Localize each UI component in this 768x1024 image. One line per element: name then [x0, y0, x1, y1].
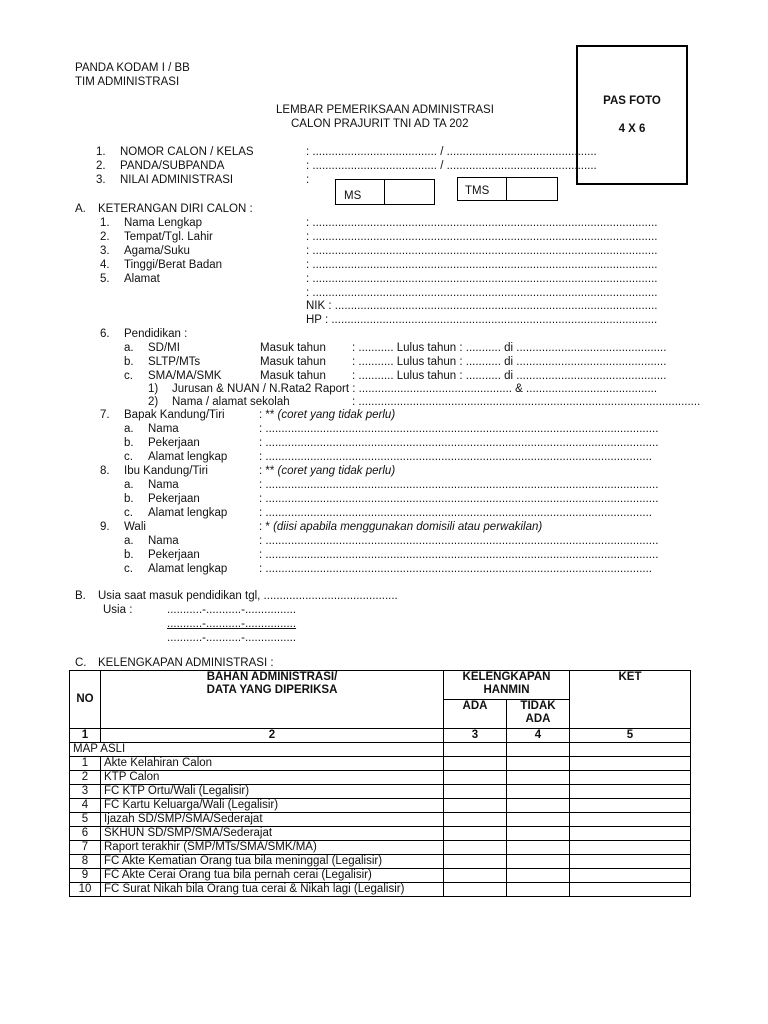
check-tidak-cell[interactable]	[507, 841, 570, 855]
check-ada-cell[interactable]	[444, 883, 507, 897]
check-ada-cell[interactable]	[444, 841, 507, 855]
panda-field[interactable]: : ....................................... / ...............................................	[306, 160, 597, 172]
alamat-field[interactable]: : ............................................................................................................	[306, 273, 658, 285]
note-text: (diisi apabila menggunakan domisili atau perwakilan)	[273, 521, 543, 533]
nomor-calon-field[interactable]: : ....................................... / ...............................................	[306, 146, 597, 158]
edu-letter: a.	[124, 342, 134, 354]
row-item: FC Akte Cerai Orang tua bila pernah cerai (Legalisir)	[101, 869, 444, 883]
row-number: 10	[70, 883, 101, 897]
ms-label-cell	[336, 180, 385, 204]
edu-sltp-field[interactable]: : ........... Lulus tahun : ........... di ...............................................	[352, 356, 667, 368]
item-number: 7.	[100, 409, 110, 421]
check-ada-cell[interactable]	[444, 869, 507, 883]
check-ada-cell[interactable]	[444, 855, 507, 869]
ket-cell[interactable]	[570, 855, 691, 869]
sekolah-label: Nama / alamat sekolah	[172, 396, 290, 408]
header-tidak-line1: TIDAK	[520, 700, 556, 712]
nama-lengkap-label: Nama Lengkap	[124, 217, 202, 229]
header-ket: KET	[570, 671, 691, 729]
tms-label: TMS	[465, 185, 490, 197]
item-number: 3.	[96, 174, 106, 186]
table-row	[70, 785, 691, 799]
field-letter: a.	[124, 423, 134, 435]
bapak-note	[259, 409, 395, 422]
header-kelengkapan	[444, 671, 570, 700]
check-ada-cell[interactable]	[444, 827, 507, 841]
document-subtitle: CALON PRAJURIT TNI AD TA 202	[291, 118, 469, 130]
field-letter: c.	[124, 451, 133, 463]
check-tidak-cell[interactable]	[507, 883, 570, 897]
row-number: 7	[70, 841, 101, 855]
edu-letter: b.	[124, 356, 134, 368]
ket-cell[interactable]	[570, 757, 691, 771]
tms-label-cell	[458, 178, 507, 200]
header-bahan-line1: BAHAN ADMINISTRASI/	[206, 671, 338, 683]
bapak-pekerjaan-label: Pekerjaan	[148, 437, 200, 449]
pendidikan-label: Pendidikan :	[124, 328, 188, 340]
ket-cell[interactable]	[570, 841, 691, 855]
document-title: LEMBAR PEMERIKSAAN ADMINISTRASI	[276, 104, 494, 116]
col-number: 5	[570, 729, 691, 743]
row-item: FC Surat Nikah bila Orang tua cerai & Nikah lagi (Legalisir)	[101, 883, 444, 897]
nama-lengkap-field[interactable]: : ............................................................................................................	[306, 217, 658, 229]
ibu-nama-label: Nama	[148, 479, 179, 491]
tempat-lahir-field[interactable]: : ............................................................................................................	[306, 231, 658, 243]
header-kelengkapan-line2: HANMIN	[483, 684, 530, 696]
edu-masuk-label: Masuk tahun	[260, 370, 326, 382]
field-letter: a.	[124, 479, 134, 491]
note-prefix: : **	[259, 409, 275, 421]
usia-line[interactable]: ...........-...........-................	[167, 632, 297, 644]
bapak-alamat-label: Alamat lengkap	[148, 451, 228, 463]
check-ada-cell[interactable]	[444, 813, 507, 827]
check-tidak-cell[interactable]	[507, 869, 570, 883]
photo-label: PAS FOTO	[603, 95, 661, 107]
check-ada-cell[interactable]	[444, 757, 507, 771]
table-header-row	[70, 671, 691, 700]
field-letter: a.	[124, 535, 134, 547]
row-item: Akte Kelahiran Calon	[101, 757, 444, 771]
sekolah-field[interactable]: : ...........................................................................................................	[352, 396, 701, 408]
header-bahan-line2: DATA YANG DIPERIKSA	[206, 684, 338, 696]
bapak-alamat-field[interactable]: : .........................................................................................................................	[259, 451, 652, 463]
ms-label: MS	[344, 190, 362, 202]
header-team: TIM ADMINISTRASI	[75, 76, 180, 88]
item-number: 5.	[100, 273, 110, 285]
check-tidak-cell[interactable]	[507, 757, 570, 771]
item-number: 2.	[96, 160, 106, 172]
col-number: 3	[444, 729, 507, 743]
wali-note	[259, 521, 542, 534]
check-ada-cell[interactable]	[444, 785, 507, 799]
row-item: FC KTP Ortu/Wali (Legalisir)	[101, 785, 444, 799]
admin-checklist-table	[69, 670, 691, 897]
col-number: 1	[70, 729, 101, 743]
row-number: 6	[70, 827, 101, 841]
check-tidak-cell[interactable]	[507, 799, 570, 813]
ket-cell[interactable]	[570, 771, 691, 785]
row-number: 4	[70, 799, 101, 813]
header-bahan	[101, 671, 444, 729]
agama-label: Agama/Suku	[124, 245, 190, 257]
photo-size: 4 X 6	[618, 123, 646, 135]
check-ada-cell[interactable]	[444, 799, 507, 813]
ibu-label: Ibu Kandung/Tiri	[124, 465, 208, 477]
row-item: SKHUN SD/SMP/SMA/Sederajat	[101, 827, 444, 841]
ibu-alamat-field[interactable]: : .........................................................................................................................	[259, 507, 652, 519]
row-item: Ijazah SD/SMP/SMA/Sederajat	[101, 813, 444, 827]
hp-field[interactable]: HP : ......................................................................................................	[306, 314, 658, 326]
header-tidak-line2: ADA	[525, 713, 551, 725]
row-item: FC Akte Kematian Orang tua bila meninggal (Legalisir)	[101, 855, 444, 869]
section-c-title: KELENGKAPAN ADMINISTRASI :	[98, 657, 274, 669]
check-tidak-cell[interactable]	[507, 827, 570, 841]
field-letter: b.	[124, 549, 134, 561]
bapak-label: Bapak Kandung/Tiri	[124, 409, 225, 421]
section-b-letter: B.	[75, 590, 86, 602]
edu-sma-field[interactable]: : ........... Lulus tahun : ........... di ...............................................	[352, 370, 667, 382]
col-number: 4	[507, 729, 570, 743]
table-row	[70, 757, 691, 771]
table-row	[70, 771, 691, 785]
wali-alamat-field[interactable]: : .........................................................................................................................	[259, 563, 652, 575]
check-tidak-cell[interactable]	[507, 785, 570, 799]
usia-line[interactable]: ...........-...........-................	[167, 604, 297, 616]
item-number: 8.	[100, 465, 110, 477]
table-row	[70, 813, 691, 827]
nomor-calon-label: NOMOR CALON / KELAS	[120, 146, 254, 158]
ket-cell[interactable]	[570, 743, 691, 757]
row-number: 3	[70, 785, 101, 799]
ket-cell[interactable]	[570, 883, 691, 897]
row-number: 9	[70, 869, 101, 883]
table-row	[70, 799, 691, 813]
section-a-title: KETERANGAN DIRI CALON :	[98, 203, 253, 215]
edu-sub-number: 2)	[148, 396, 159, 408]
ibu-alamat-label: Alamat lengkap	[148, 507, 228, 519]
edu-letter: c.	[124, 370, 133, 382]
header-tidak-ada	[507, 700, 570, 729]
usia-label: Usia :	[103, 604, 133, 616]
field-letter: b.	[124, 437, 134, 449]
jurusan-field[interactable]: Jurusan & NUAN / N.Rata2 Raport : ................................................ & .........................................	[172, 383, 658, 395]
section-a-letter: A.	[75, 203, 86, 215]
note-text: (coret yang tidak perlu)	[277, 409, 396, 421]
ket-cell[interactable]	[570, 799, 691, 813]
table-row	[70, 855, 691, 869]
wali-label: Wali	[124, 521, 146, 533]
column-number-row	[70, 729, 691, 743]
nilai-colon: :	[306, 174, 310, 186]
usia-line[interactable]: ...........-...........-................	[167, 618, 297, 630]
edu-level-sd: SD/MI	[148, 342, 180, 354]
alamat-label: Alamat	[124, 273, 160, 285]
header-ada: ADA	[444, 700, 507, 729]
item-number: 1.	[96, 146, 106, 158]
alamat-field-2[interactable]: : ............................................................................................................	[306, 287, 658, 299]
ibu-pekerjaan-field[interactable]: : ...........................................................................................................................	[259, 493, 659, 505]
item-number: 1.	[100, 217, 110, 229]
edu-level-sma: SMA/MA/SMK	[148, 370, 222, 382]
wali-pekerjaan-label: Pekerjaan	[148, 549, 200, 561]
tinggi-berat-field[interactable]: : ............................................................................................................	[306, 259, 658, 271]
header-no: NO	[70, 671, 101, 729]
ibu-nama-field[interactable]: : ...........................................................................................................................	[259, 479, 659, 491]
usia-tgl-field[interactable]: Usia saat masuk pendidikan tgl, ..........................................	[98, 590, 398, 602]
table-row	[70, 883, 691, 897]
tms-box[interactable]	[457, 177, 558, 201]
row-number: 8	[70, 855, 101, 869]
field-letter: b.	[124, 493, 134, 505]
ibu-note	[259, 465, 395, 478]
bapak-nama-label: Nama	[148, 423, 179, 435]
row-number: 2	[70, 771, 101, 785]
check-tidak-cell[interactable]	[507, 855, 570, 869]
item-number: 6.	[100, 328, 110, 340]
row-number: 5	[70, 813, 101, 827]
map-asli-label: MAP ASLI	[70, 743, 444, 757]
table-row	[70, 827, 691, 841]
note-prefix: : *	[259, 521, 270, 533]
agama-field[interactable]: : ............................................................................................................	[306, 245, 658, 257]
nik-field[interactable]: NIK : .....................................................................................................	[306, 300, 658, 312]
header-kelengkapan-line1: KELENGKAPAN	[462, 671, 551, 683]
ket-cell[interactable]	[570, 869, 691, 883]
col-number: 2	[101, 729, 444, 743]
wali-alamat-label: Alamat lengkap	[148, 563, 228, 575]
check-cell[interactable]	[444, 743, 507, 757]
row-item: KTP Calon	[101, 771, 444, 785]
wali-pekerjaan-field[interactable]: : ...........................................................................................................................	[259, 549, 659, 561]
edu-level-sltp: SLTP/MTs	[148, 356, 201, 368]
tinggi-berat-label: Tinggi/Berat Badan	[124, 259, 223, 271]
field-letter: c.	[124, 563, 133, 575]
table-row	[70, 869, 691, 883]
note-text: (coret yang tidak perlu)	[277, 465, 396, 477]
bapak-nama-field[interactable]: : ...........................................................................................................................	[259, 423, 659, 435]
ms-box[interactable]	[335, 179, 435, 205]
note-prefix: : **	[259, 465, 275, 477]
panda-label: PANDA/SUBPANDA	[120, 160, 225, 172]
nilai-label: NILAI ADMINISTRASI	[120, 174, 234, 186]
wali-nama-field[interactable]: : ...........................................................................................................................	[259, 535, 659, 547]
tempat-lahir-label: Tempat/Tgl. Lahir	[124, 231, 213, 243]
header-unit: PANDA KODAM I / BB	[75, 62, 190, 74]
check-tidak-cell[interactable]	[507, 771, 570, 785]
edu-sd-field[interactable]: : ........... Lulus tahun : ........... di ...............................................	[352, 342, 667, 354]
bapak-pekerjaan-field[interactable]: : ...........................................................................................................................	[259, 437, 659, 449]
table-row	[70, 841, 691, 855]
row-item: Raport terakhir (SMP/MTs/SMA/SMK/MA)	[101, 841, 444, 855]
map-asli-row	[70, 743, 691, 757]
edu-masuk-label: Masuk tahun	[260, 356, 326, 368]
item-number: 9.	[100, 521, 110, 533]
field-letter: c.	[124, 507, 133, 519]
ket-cell[interactable]	[570, 785, 691, 799]
ket-cell[interactable]	[570, 813, 691, 827]
section-c-letter: C.	[75, 657, 87, 669]
row-number: 1	[70, 757, 101, 771]
ket-cell[interactable]	[570, 827, 691, 841]
row-item: FC Kartu Keluarga/Wali (Legalisir)	[101, 799, 444, 813]
check-cell[interactable]	[507, 743, 570, 757]
edu-sub-number: 1)	[148, 383, 159, 395]
item-number: 2.	[100, 231, 110, 243]
wali-nama-label: Nama	[148, 535, 179, 547]
edu-masuk-label: Masuk tahun	[260, 342, 326, 354]
check-ada-cell[interactable]	[444, 771, 507, 785]
item-number: 4.	[100, 259, 110, 271]
item-number: 3.	[100, 245, 110, 257]
check-tidak-cell[interactable]	[507, 813, 570, 827]
ibu-pekerjaan-label: Pekerjaan	[148, 493, 200, 505]
